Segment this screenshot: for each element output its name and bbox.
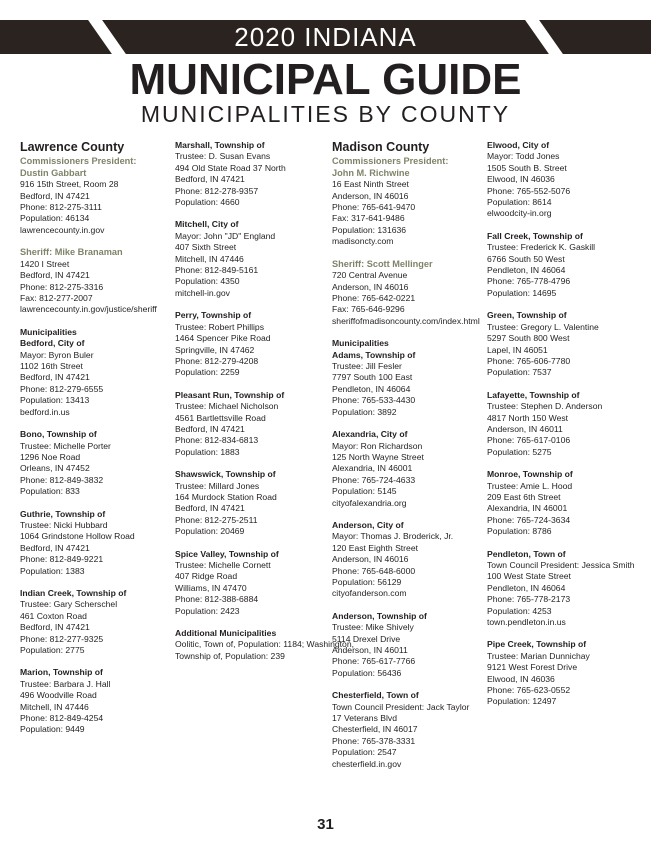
entry-detail: Town Council President: Jessica Smith xyxy=(487,560,635,570)
directory-entry xyxy=(175,549,327,617)
entry-detail: Trustee: Millard Jones xyxy=(175,480,260,491)
entry-detail: Phone: 765-778-2173 xyxy=(487,594,571,605)
entry-name: Adams, Township of xyxy=(332,349,416,360)
entry-detail: Lapel, IN 46051 xyxy=(487,344,548,355)
entry-detail: 720 Central Avenue xyxy=(332,270,408,281)
directory-entry xyxy=(20,429,172,497)
entry-name: Municipalities xyxy=(332,338,389,349)
entry-detail: lawrencecounty.in.gov xyxy=(20,224,105,235)
official-title: Dustin Gabbart xyxy=(20,167,87,178)
entry-detail: 1464 Spencer Pike Road xyxy=(175,333,271,344)
entry-detail: Bedford, IN 47421 xyxy=(20,372,90,383)
entry-detail: Population: 5275 xyxy=(487,446,552,457)
entry-detail: Population: 131636 xyxy=(332,224,407,235)
directory-entry xyxy=(20,509,172,577)
entry-detail: 1505 South B. Street xyxy=(487,162,567,173)
entry-detail: Bedford, IN 47421 xyxy=(20,542,90,553)
directory-entry xyxy=(332,338,484,418)
official-title: Commissioners President: xyxy=(20,156,137,166)
entry-detail: Population: 2423 xyxy=(175,605,240,616)
entry-detail: Population: 12497 xyxy=(487,696,557,707)
entry-detail: Trustee: Marian Dunnichay xyxy=(487,650,590,661)
entry-detail: Phone: 765-606-7780 xyxy=(487,355,571,366)
entry-detail: Population: 2775 xyxy=(20,645,85,655)
directory-entry xyxy=(487,549,639,629)
directory-entry xyxy=(175,219,327,299)
entry-detail: Trustee: Gregory L. Valentine xyxy=(487,321,599,332)
entry-detail: Bedford, IN 47421 xyxy=(20,190,90,201)
entry-detail: Population: 20469 xyxy=(175,526,245,537)
entry-detail: 4561 Bartlettsville Road xyxy=(175,412,266,423)
entry-detail: Town Council President: Jack Taylor xyxy=(332,701,470,712)
entry-detail: Anderson, IN 46016 xyxy=(332,554,409,565)
entry-detail: 6766 South 50 West xyxy=(487,253,565,264)
entry-detail: Fax: 812-277-2007 xyxy=(20,293,93,304)
entry-detail: Mitchell, IN 47446 xyxy=(20,701,89,712)
entry-detail: elwoodcity-in.org xyxy=(487,208,552,219)
entry-detail: Phone: 812-849-3832 xyxy=(20,474,104,485)
entry-detail: Trustee: Mike Shively xyxy=(332,622,414,633)
entry-detail: Phone: 765-617-0106 xyxy=(487,435,571,446)
entry-detail: Phone: 765-533-4430 xyxy=(332,395,416,406)
entry-detail: 1102 16th Street xyxy=(20,361,83,372)
entry-name: Pendleton, Town of xyxy=(487,548,566,559)
entry-detail: Phone: 765-623-0552 xyxy=(487,685,571,696)
entry-detail: Population: 4253 xyxy=(487,605,552,616)
entry-name: Anderson, City of xyxy=(332,519,404,530)
column-2 xyxy=(175,140,354,673)
entry-name: Marshall, Township of xyxy=(175,140,265,150)
entry-detail: Trustee: Jill Fesler xyxy=(332,361,402,372)
entry-detail: town.pendleton.in.us xyxy=(487,617,566,628)
entry-detail: Population: 2259 xyxy=(175,367,240,378)
entry-detail: 16 East Ninth Street xyxy=(332,179,409,190)
entry-detail: Pendleton, IN 46064 xyxy=(487,582,566,593)
entry-detail: Population: 1383 xyxy=(20,565,85,576)
entry-detail: Population: 2547 xyxy=(332,747,397,758)
entry-detail: Anderson, IN 46016 xyxy=(332,281,409,292)
directory-entry xyxy=(332,156,484,248)
entry-detail: Anderson, IN 46011 xyxy=(332,645,408,655)
entry-detail: Alexandria, IN 46001 xyxy=(487,503,568,514)
entry-detail: Anderson, IN 46016 xyxy=(332,190,409,201)
entry-detail: Bedford, IN 47421 xyxy=(175,423,245,434)
entry-name: Bedford, City of xyxy=(20,338,85,349)
entry-detail: bedford.in.us xyxy=(20,406,70,417)
entry-detail: Trustee: Nicki Hubbard xyxy=(20,519,108,530)
entry-detail: Bedford, IN 47421 xyxy=(175,503,245,514)
entry-detail: Population: 833 xyxy=(20,486,80,497)
entry-name: Fall Creek, Township of xyxy=(487,230,583,241)
entry-detail: Trustee: Michael Nicholson xyxy=(175,401,279,412)
entry-detail: Population: 3892 xyxy=(332,406,397,417)
entry-detail: cityofanderson.com xyxy=(332,588,407,599)
entry-detail: Phone: 765-617-7766 xyxy=(332,656,416,667)
entry-detail: Phone: 812-279-4208 xyxy=(175,355,259,366)
entry-detail: Population: 8614 xyxy=(487,197,552,208)
entry-detail: Mayor: Todd Jones xyxy=(487,151,560,162)
entry-detail: 9121 West Forest Drive xyxy=(487,662,578,673)
entry-detail: Trustee: Amie L. Hood xyxy=(487,480,573,491)
entry-detail: Trustee: Gary Scherschel xyxy=(20,599,118,610)
entry-name: Marion, Township of xyxy=(20,667,103,678)
entry-detail: 164 Murdock Station Road xyxy=(175,491,277,502)
county-heading: Lawrence County xyxy=(20,140,125,154)
entry-name: Mitchell, City of xyxy=(175,219,239,230)
directory-entry xyxy=(175,140,327,208)
entry-detail: Springville, IN 47462 xyxy=(175,344,255,355)
entry-name: Pipe Creek, Township of xyxy=(487,639,587,650)
entry-detail: 407 Ridge Road xyxy=(175,571,238,582)
entry-detail: 461 Coxton Road xyxy=(20,610,87,621)
entry-detail: Trustee: D. Susan Evans xyxy=(175,151,271,162)
directory-entry xyxy=(20,247,172,316)
directory-entry xyxy=(332,690,484,770)
entry-detail: Phone: 765-724-4633 xyxy=(332,474,416,485)
county-heading: Madison County xyxy=(332,140,430,154)
entry-detail: Phone: 812-278-9357 xyxy=(175,185,259,196)
page-subtitle: MUNICIPALITIES BY COUNTY xyxy=(140,101,511,127)
directory-entry xyxy=(487,310,639,378)
directory-entry xyxy=(332,611,484,679)
entry-detail: Bedford, IN 47421 xyxy=(175,174,245,185)
directory-entry xyxy=(175,469,327,537)
entry-detail: Population: 7537 xyxy=(487,367,552,378)
directory-entry xyxy=(175,628,354,662)
entry-detail: Trustee: Michelle Porter xyxy=(20,440,111,451)
entry-detail: 1064 Grindstone Hollow Road xyxy=(20,531,135,542)
entry-name: Additional Municipalities xyxy=(175,628,277,639)
entry-detail: Trustee: Frederick K. Gaskill xyxy=(487,242,596,253)
directory-entry xyxy=(332,520,484,600)
directory-entry xyxy=(175,390,327,458)
entry-detail: Phone: 765-642-0221 xyxy=(332,293,416,304)
directory-entry xyxy=(487,639,639,707)
entry-name: Chesterfield, Town of xyxy=(332,690,419,701)
entry-detail: Mayor: Byron Buler xyxy=(20,349,94,360)
entry-detail: Population: 4660 xyxy=(175,197,240,208)
entry-detail: Phone: 765-552-5076 xyxy=(487,185,571,196)
entry-name: Perry, Township of xyxy=(175,310,252,321)
entry-name: Shawswick, Township of xyxy=(175,469,276,480)
entry-detail: Bedford, IN 47421 xyxy=(20,622,90,633)
entry-name: Municipalities xyxy=(20,326,77,337)
entry-detail: Population: 13413 xyxy=(20,395,90,406)
entry-detail: 17 Veterans Blvd xyxy=(332,713,397,724)
page-number: 31 xyxy=(317,816,334,833)
entry-detail: 5297 South 800 West xyxy=(487,333,570,344)
entry-detail: Population: 14695 xyxy=(487,287,557,298)
entry-detail: Mayor: Ron Richardson xyxy=(332,440,423,451)
entry-name: Pleasant Run, Township of xyxy=(175,389,285,400)
entry-detail: Mayor: Thomas J. Broderick, Jr. xyxy=(332,531,454,542)
column-3 xyxy=(332,140,484,781)
official-title: John M. Richwine xyxy=(332,167,410,178)
entry-detail: Fax: 765-646-9296 xyxy=(332,304,405,315)
directory-entry xyxy=(332,259,484,328)
entry-detail: Alexandria, IN 46001 xyxy=(332,463,413,474)
entry-detail: 100 West State Street xyxy=(487,571,571,582)
entry-name: Green, Township of xyxy=(487,310,567,321)
entry-detail: Mayor: John "JD" England xyxy=(175,230,276,241)
entry-detail: chesterfield.in.gov xyxy=(332,758,402,769)
entry-detail: Elwood, IN 46036 xyxy=(487,673,555,684)
entry-detail: Phone: 765-648-6000 xyxy=(332,565,416,576)
entry-detail: Oolitic, Town of, Population: 1184; Washington, xyxy=(175,639,354,650)
entry-detail: Phone: 765-778-4796 xyxy=(487,276,571,287)
directory-entry xyxy=(487,390,639,458)
entry-detail: Phone: 765-378-3331 xyxy=(332,735,416,746)
entry-detail: lawrencecounty.in.gov/justice/sheriff xyxy=(20,304,157,315)
column-1 xyxy=(20,140,172,747)
official-title: Sheriff: Mike Branaman xyxy=(20,247,123,258)
entry-detail: Population: 8786 xyxy=(487,526,552,537)
entry-detail: Trustee: Barbara J. Hall xyxy=(20,678,111,689)
entry-detail: Population: 46134 xyxy=(20,213,90,224)
entry-detail: Phone: 812-834-6813 xyxy=(175,435,259,446)
entry-detail: 209 East 6th Street xyxy=(487,491,561,502)
entry-detail: Orleans, IN 47452 xyxy=(20,463,90,474)
entry-detail: Township of, Population: 239 xyxy=(175,650,285,661)
directory-entry xyxy=(20,667,172,735)
entry-detail: Phone: 765-724-3634 xyxy=(487,514,571,525)
entry-detail: Fax: 317-641-9486 xyxy=(332,213,405,224)
entry-name: Anderson, Township of xyxy=(332,610,427,621)
page-title: MUNICIPAL GUIDE xyxy=(129,55,522,104)
entry-name: Bono, Township of xyxy=(20,429,97,440)
entry-name: Alexandria, City of xyxy=(332,429,408,440)
entry-name: Monroe, Township of xyxy=(487,469,573,480)
entry-detail: 496 Woodville Road xyxy=(20,690,97,701)
directory-entry xyxy=(487,469,639,537)
entry-detail: sheriffofmadisoncounty.com/index.html xyxy=(332,315,480,326)
entry-detail: Pendleton, IN 46064 xyxy=(332,383,411,394)
directory-entry xyxy=(487,140,639,220)
entry-detail: 4817 North 150 West xyxy=(487,412,569,423)
entry-detail: Elwood, IN 46036 xyxy=(487,174,555,185)
entry-detail: Trustee: Stephen D. Anderson xyxy=(487,401,603,412)
official-title: Commissioners President: xyxy=(332,156,449,166)
entry-detail: Phone: 812-275-3316 xyxy=(20,281,104,292)
entry-name: Guthrie, Township of xyxy=(20,508,106,519)
banner-year-state: 2020 INDIANA xyxy=(234,22,417,52)
entry-detail: Trustee: Michelle Cornett xyxy=(175,560,271,570)
entry-detail: mitchell-in.gov xyxy=(175,287,230,298)
entry-detail: Population: 1883 xyxy=(175,446,240,457)
entry-detail: Phone: 765-641-9470 xyxy=(332,202,416,212)
entry-detail: Population: 4350 xyxy=(175,276,240,287)
entry-detail: madisoncty.com xyxy=(332,236,394,247)
entry-detail: Phone: 812-849-5161 xyxy=(175,265,259,276)
entry-detail: Population: 56436 xyxy=(332,667,402,678)
directory-entry xyxy=(20,588,172,656)
entry-detail: 125 North Wayne Street xyxy=(332,451,424,462)
entry-detail: Phone: 812-277-9325 xyxy=(20,633,104,644)
entry-detail: 1296 Noe Road xyxy=(20,451,81,462)
entry-detail: Phone: 812-275-3111 xyxy=(20,202,102,212)
directory-entry xyxy=(175,310,327,378)
official-title: Sheriff: Scott Mellinger xyxy=(332,258,433,269)
entry-detail: Population: 5145 xyxy=(332,486,397,497)
directory-entry xyxy=(332,429,484,509)
entry-detail: Phone: 812-388-6884 xyxy=(175,594,259,605)
entry-detail: Pendleton, IN 46064 xyxy=(487,265,566,276)
entry-name: Spice Valley, Township of xyxy=(175,548,279,559)
entry-detail: Phone: 812-279-6555 xyxy=(20,383,104,394)
column-4 xyxy=(487,140,639,719)
directory-entry xyxy=(487,231,639,299)
entry-detail: Phone: 812-275-2511 xyxy=(175,514,258,525)
entry-detail: 916 15th Street, Room 28 xyxy=(20,179,119,190)
entry-name: Indian Creek, Township of xyxy=(20,587,127,598)
entry-name: Lafayette, Township of xyxy=(487,389,580,400)
entry-detail: 494 Old State Road 37 North xyxy=(175,162,286,173)
entry-detail: 120 East Eighth Street xyxy=(332,542,418,553)
entry-detail: 1420 I Street xyxy=(20,258,70,269)
entry-detail: Trustee: Robert Phillips xyxy=(175,321,264,332)
entry-detail: cityofalexandria.org xyxy=(332,497,407,508)
entry-detail: 407 Sixth Street xyxy=(175,242,237,253)
entry-detail: Bedford, IN 47421 xyxy=(20,270,90,281)
entry-detail: 5114 Drexel Drive xyxy=(332,633,401,644)
entry-detail: Anderson, IN 46011 xyxy=(487,423,563,434)
directory-entry xyxy=(20,156,172,236)
entry-detail: Mitchell, IN 47446 xyxy=(175,253,244,264)
entry-detail: Chesterfield, IN 46017 xyxy=(332,724,418,735)
directory-entry xyxy=(20,327,172,418)
entry-detail: Population: 56129 xyxy=(332,576,402,587)
entry-detail: Phone: 812-849-9221 xyxy=(20,554,104,565)
entry-detail: 7797 South 100 East xyxy=(332,372,413,383)
entry-detail: Population: 9449 xyxy=(20,724,85,735)
entry-detail: Williams, IN 47470 xyxy=(175,582,247,593)
entry-detail: Phone: 812-849-4254 xyxy=(20,713,104,724)
entry-name: Elwood, City of xyxy=(487,140,550,150)
